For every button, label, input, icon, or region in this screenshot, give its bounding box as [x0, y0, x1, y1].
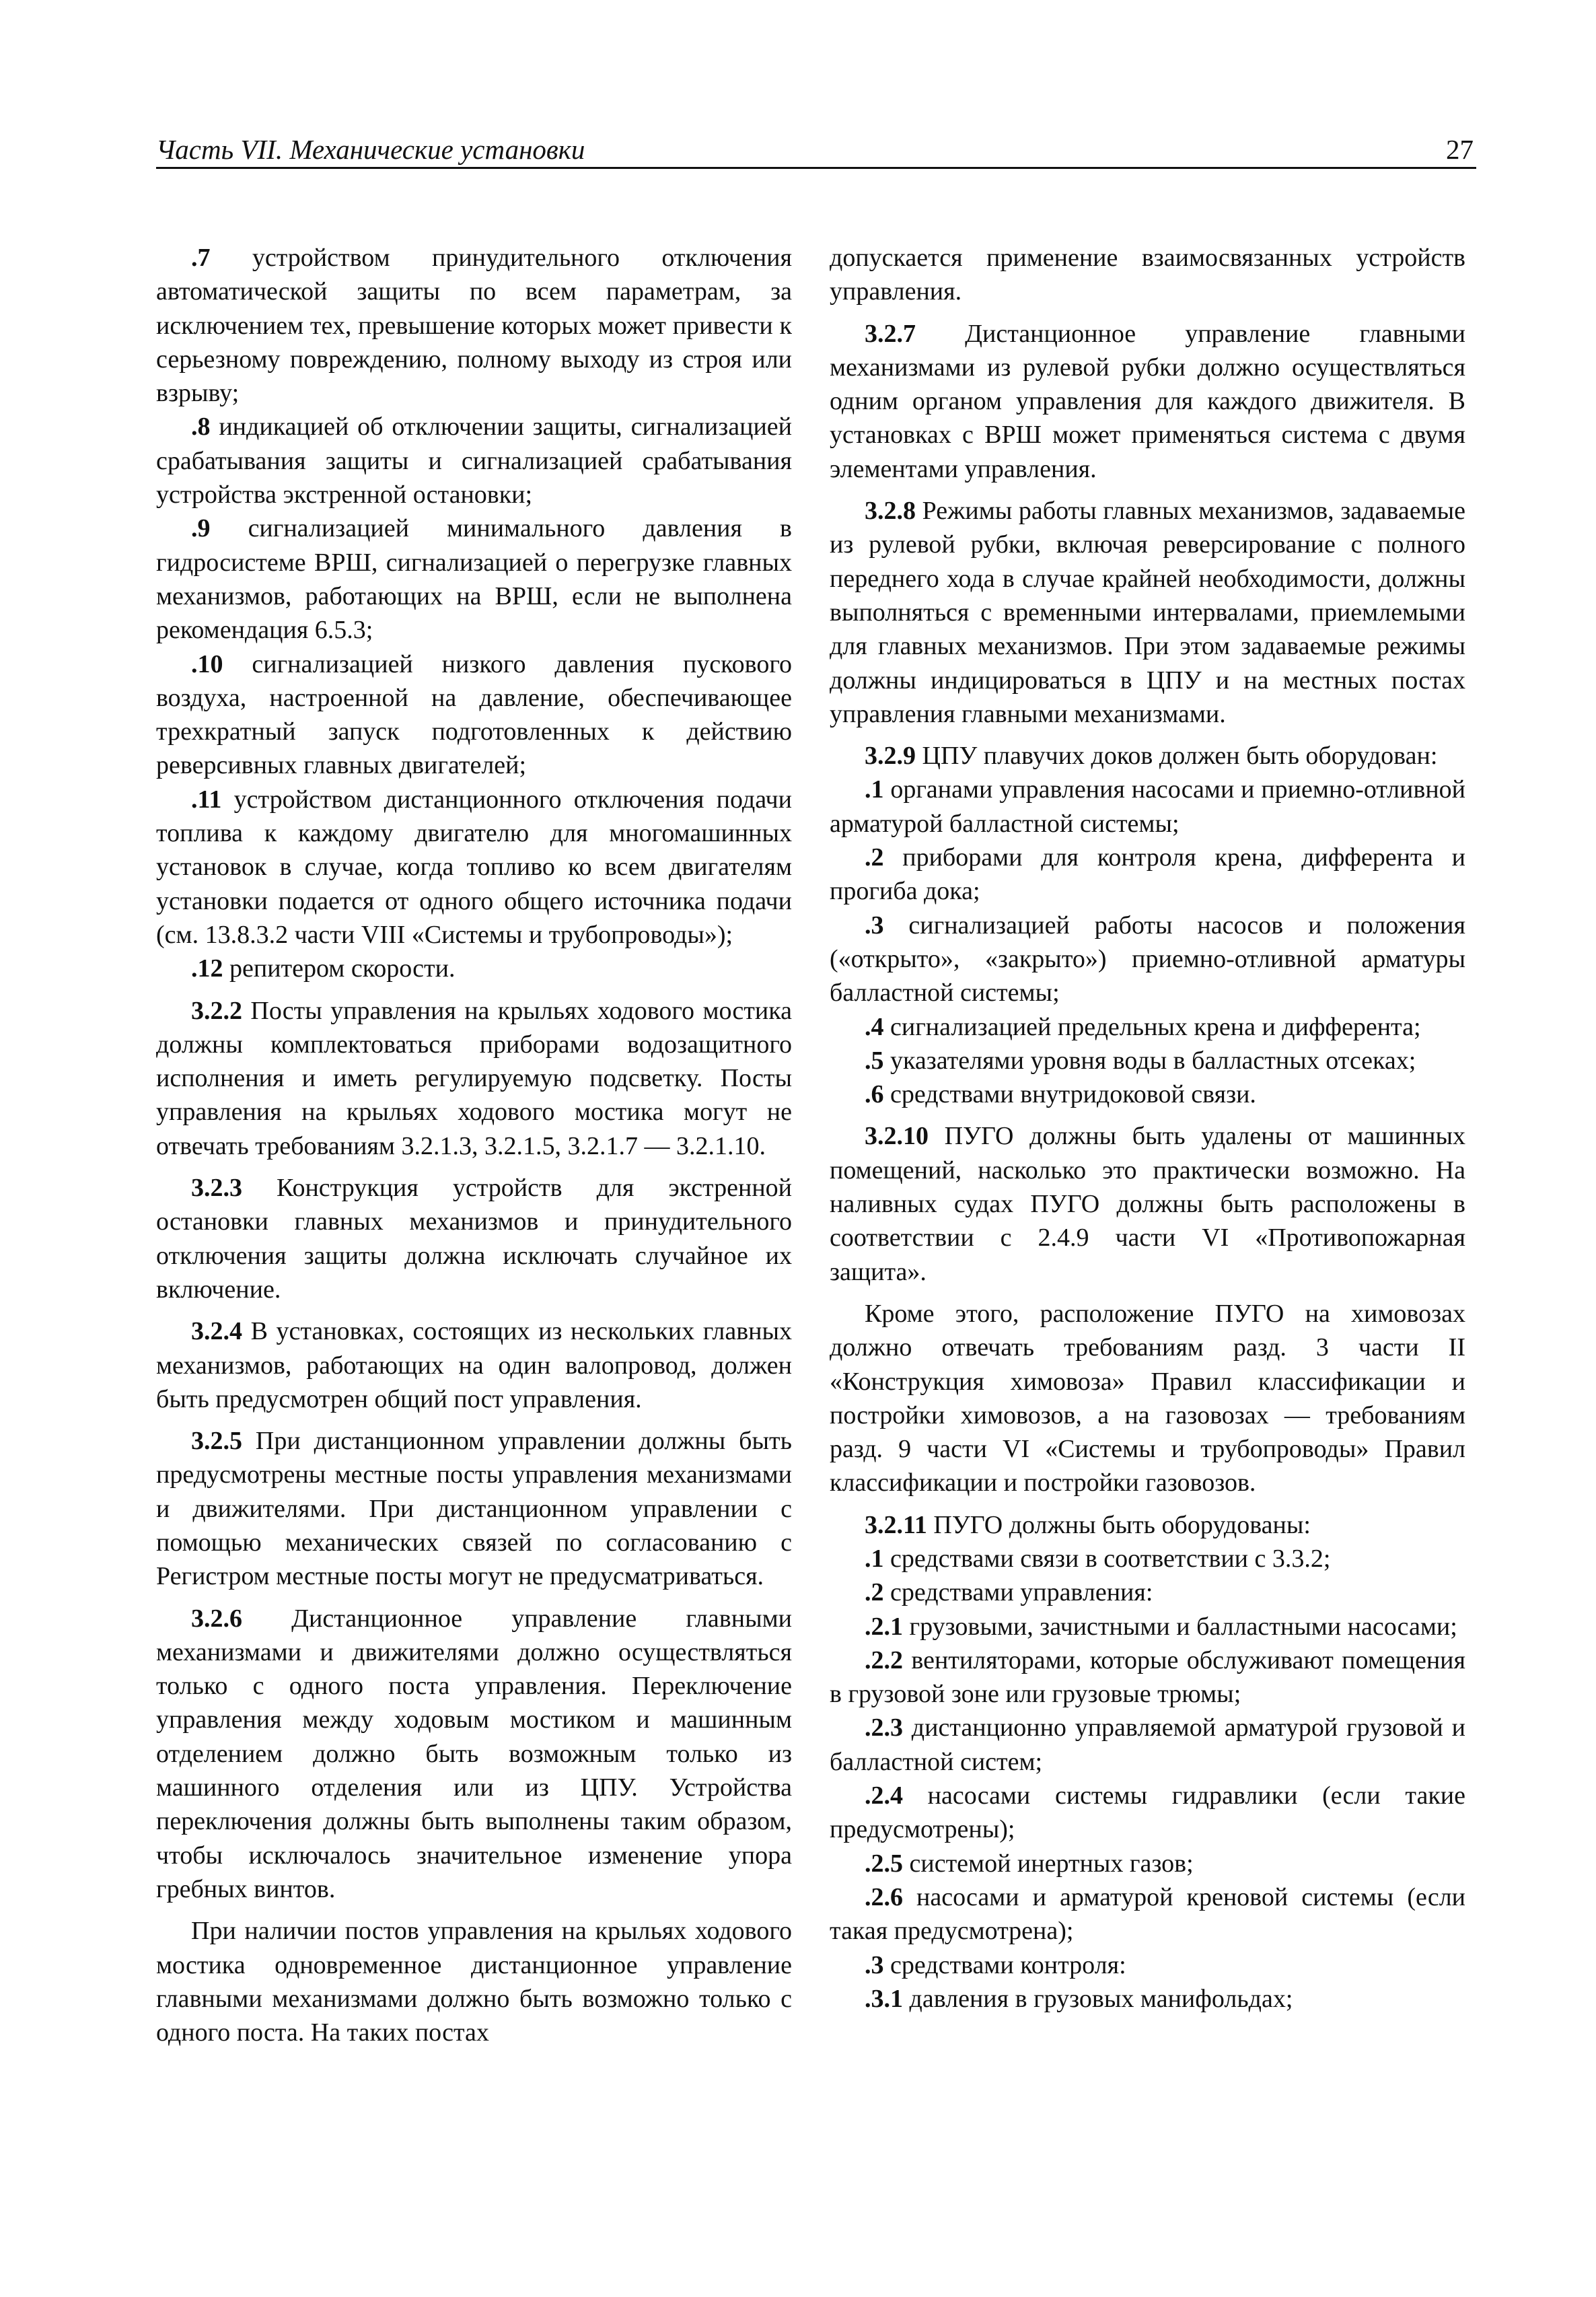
paragraph-text: системой инертных газов; [903, 1849, 1194, 1878]
paragraph [156, 1314, 792, 1416]
paragraph-text: сигнализацией минимального давления в гидросистеме ВРШ, сигнализацией о перегрузке главных механизмов, работающих на ВРШ, если не выполнена рекомендация 6.5.3; [156, 514, 792, 645]
paragraph [830, 1077, 1465, 1111]
paragraph [830, 773, 1465, 841]
paragraph-number: .12 [191, 954, 223, 983]
paragraph [830, 1948, 1465, 1982]
paragraph-text: средствами контроля: [883, 1950, 1126, 1979]
paragraph-number: .8 [191, 413, 211, 441]
paragraph-text: дистанционно управляемой арматурой грузовой и балластной систем; [830, 1713, 1465, 1776]
paragraph [830, 739, 1465, 773]
paragraph-number: 3.2.11 [865, 1510, 927, 1539]
paragraph-text: средствами связи в соответствии с 3.3.2; [883, 1544, 1331, 1573]
paragraph [830, 1982, 1465, 2016]
paragraph-number: 3.2.4 [191, 1317, 242, 1346]
paragraph-number: 3.2.10 [865, 1122, 929, 1151]
paragraph [830, 1847, 1465, 1880]
paragraph [830, 1779, 1465, 1847]
paragraph-number: 3.2.8 [865, 497, 916, 526]
paragraph [830, 909, 1465, 1010]
paragraph [830, 1297, 1465, 1500]
paragraph [830, 1880, 1465, 1948]
paragraph-text: Режимы работы главных механизмов, задаваемые из рулевой рубки, включая реверсирование с полного переднего хода в случае крайней необходимости, должны выполняться с временными интервалами, приемлемыми для главных механизмов. При этом задаваемые режимы должны индицироваться в ЦПУ и на местных постах управления главными механизмами. [830, 497, 1465, 728]
paragraph-text: указателями уровня воды в балластных отсеках; [883, 1046, 1416, 1075]
paragraph-number: .1 [865, 775, 884, 804]
paragraph [830, 841, 1465, 909]
paragraph-text: Дистанционное управление главными механизмами и движителями должно осуществляться только с одного поста управления. Переключение управления между ходовым мостиком и машинным отделением должно быть возможным только из машинного отделения или из ЦПУ. Устройства переключения должны быть выполнены таким образом, чтобы исключалось значительное изменение упора гребных винтов. [156, 1604, 792, 1903]
page-number: 27 [1446, 134, 1474, 165]
paragraph-number: .2.4 [865, 1781, 903, 1810]
header-title: Часть VII. Механические установки [156, 134, 585, 165]
paragraph-text: вентиляторами, которые обслуживают помещения в грузовой зоне или грузовые трюмы; [830, 1646, 1465, 1709]
paragraph-text: Посты управления на крыльях ходового мостика должны комплектоваться приборами водозащитного исполнения и иметь регулируемую подсветку. Посты управления на крыльях ходового мостика могут не отвечать требованиям 3.2.1.3, 3.2.1.5, 3.2.1.7 — 3.2.1.10. [156, 996, 792, 1160]
paragraph [830, 1576, 1465, 1609]
paragraph [830, 1542, 1465, 1576]
paragraph [156, 783, 792, 952]
paragraph-text: При дистанционном управлении должны быть предусмотрены местные посты управления механизмами и движителями. При дистанционном управлении с помощью механических связей по согласованию с Регистром местные посты могут не предусматриваться. [156, 1427, 792, 1591]
paragraph-number: 3.2.9 [865, 742, 916, 771]
paragraph-text: средствами управления: [883, 1578, 1153, 1607]
paragraph-text: допускается применение взаимосвязанных устройств управления. [830, 244, 1465, 306]
paragraph-text: При наличии постов управления на крыльях ходового мостика одновременное дистанционное управление главными механизмами должно быть возможно только с одного поста. На таких постах [156, 1917, 792, 2047]
running-header [156, 129, 1476, 169]
paragraph [156, 511, 792, 647]
paragraph [830, 1711, 1465, 1779]
paragraph-number: .2.3 [865, 1713, 903, 1742]
left-column [156, 241, 792, 2049]
paragraph-number: .3 [865, 911, 884, 940]
paragraph-number: .2.2 [865, 1646, 903, 1674]
paragraph [830, 1644, 1465, 1711]
paragraph [830, 1010, 1465, 1044]
paragraph-text: устройством принудительного отключения автоматической защиты по всем параметрам, за исключением тех, превышение которых может привести к серьезному повреждению, полному выходу из строя или взрыву; [156, 244, 792, 408]
paragraph [830, 1508, 1465, 1542]
right-column [830, 241, 1465, 2016]
paragraph-text: В установках, состоящих из нескольких главных механизмов, работающих на один валопровод, должен быть предусмотрен общий пост управления. [156, 1317, 792, 1413]
paragraph-number: 3.2.2 [191, 996, 242, 1025]
paragraph-text: средствами внутридоковой связи. [883, 1080, 1256, 1109]
paragraph [156, 1171, 792, 1306]
paragraph-number: .9 [191, 514, 211, 543]
paragraph-number: 3.2.5 [191, 1427, 242, 1456]
paragraph [156, 410, 792, 511]
paragraph-text: репитером скорости. [223, 954, 456, 983]
paragraph [830, 1119, 1465, 1288]
paragraph-number: .7 [191, 244, 211, 272]
paragraph-number: .2 [865, 843, 884, 872]
paragraph [156, 1424, 792, 1593]
paragraph [830, 241, 1465, 309]
paragraph [156, 994, 792, 1163]
paragraph-number: .1 [865, 1544, 884, 1573]
paragraph-text: сигнализацией работы насосов и положения («открыто», «закрыто») приемно-отливной арматуры балластной системы; [830, 911, 1465, 1008]
paragraph [156, 952, 792, 985]
paragraph-text: давления в грузовых манифольдах; [903, 1984, 1293, 2013]
paragraph-text: ЦПУ плавучих доков должен быть оборудован: [916, 742, 1438, 771]
paragraph [156, 647, 792, 783]
paragraph-number: .3.1 [865, 1984, 903, 2013]
paragraph-text: ПУГО должны быть удалены от машинных помещений, насколько это практически возможно. На наливных судах ПУГО должны быть расположены в соответствии с 2.4.9 части VI «Противопожарная защита». [830, 1122, 1465, 1286]
paragraph-text: органами управления насосами и приемно-отливной арматурой балластной системы; [830, 775, 1465, 838]
paragraph-text: насосами системы гидравлики (если такие предусмотрены); [830, 1781, 1465, 1844]
paragraph-text: насосами и арматурой креновой системы (если такая предусмотрена); [830, 1882, 1465, 1946]
paragraph-text: сигнализацией предельных крена и дифферента; [883, 1012, 1421, 1041]
paragraph-number: .10 [191, 649, 223, 678]
paragraph-number: .2 [865, 1578, 884, 1607]
paragraph [830, 494, 1465, 731]
paragraph [830, 1610, 1465, 1644]
paragraph-number: .2.1 [865, 1612, 903, 1641]
paragraph-number: 3.2.7 [865, 319, 916, 348]
paragraph [156, 241, 792, 410]
paragraph-number: .6 [865, 1080, 884, 1109]
paragraph-text: приборами для контроля крена, дифферента и прогиба дока; [830, 843, 1465, 906]
paragraph-number: .2.6 [865, 1882, 903, 1911]
paragraph [156, 1602, 792, 1907]
paragraph-number: .2.5 [865, 1849, 903, 1878]
paragraph [156, 1914, 792, 2049]
paragraph-text: устройством дистанционного отключения подачи топлива к каждому двигателю для многомашинных установок в случае, когда топливо ко всем двигателям установки подается от одного общего источника подачи (см. 13.8.3.2 части VIII «Системы и трубопроводы»); [156, 785, 792, 949]
paragraph [830, 317, 1465, 486]
paragraph-number: .5 [865, 1046, 884, 1075]
paragraph-text: индикацией об отключении защиты, сигнализацией срабатывания защиты и сигнализацией срабатывания устройства экстренной остановки; [156, 413, 792, 509]
paragraph-number: .3 [865, 1950, 884, 1979]
paragraph-number: .4 [865, 1012, 884, 1041]
paragraph [830, 1044, 1465, 1077]
paragraph-text: грузовыми, зачистными и балластными насосами; [903, 1612, 1457, 1641]
paragraph-number: 3.2.3 [191, 1174, 242, 1203]
paragraph-number: 3.2.6 [191, 1604, 242, 1633]
paragraph-text: ПУГО должны быть оборудованы: [927, 1510, 1311, 1539]
paragraph-text: сигнализацией низкого давления пускового воздуха, настроенной на давление, обеспечивающее трехкратный запуск подготовленных к действию реверсивных главных двигателей; [156, 649, 792, 780]
paragraph-number: .11 [191, 785, 222, 814]
paragraph-text: Кроме этого, расположение ПУГО на химовозах должно отвечать требованиям разд. 3 части II «Конструкция химовоза» Правил классификации и постройки химовозов, а на газовозах — требованиям разд. 9 части VI «Системы и трубопроводы» Правил классификации и постройки газовозов. [830, 1299, 1465, 1497]
paragraph-text: Конструкция устройств для экстренной остановки главных механизмов и принудительного отключения защиты должна исключать случайное их включение. [156, 1174, 792, 1304]
paragraph-text: Дистанционное управление главными механизмами из рулевой рубки должно осуществляться одним органом управления для каждого движителя. В установках с ВРШ может применяться система с двумя элементами управления. [830, 319, 1465, 483]
